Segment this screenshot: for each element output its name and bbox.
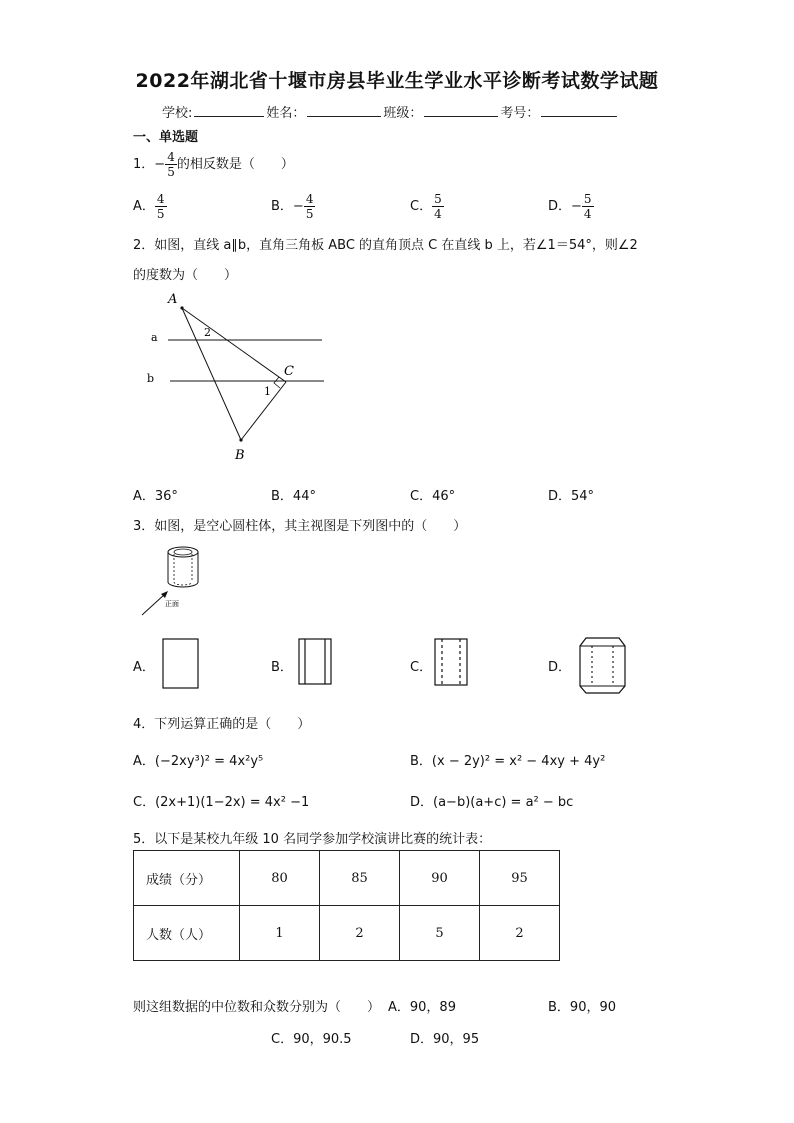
q1-option-b[interactable] <box>271 192 315 221</box>
point-a <box>180 306 183 309</box>
table-cell: 2 <box>320 906 400 961</box>
table-cell: 2 <box>480 906 560 961</box>
option-fraction <box>304 192 316 221</box>
label-a: A <box>168 292 178 307</box>
q3-hollow-cylinder-figure <box>135 542 215 620</box>
question-3: 3．如图，是空心圆柱体，其主视图是下列图中的（ ） <box>133 519 467 534</box>
school-label: 学校: <box>162 106 193 121</box>
option-denominator: 5 <box>156 207 165 221</box>
row-header-count: 人数（人） <box>134 906 240 961</box>
option-sign: − <box>292 199 304 214</box>
question-4: 4．下列运算正确的是（ ） <box>133 717 311 732</box>
q5-option-c[interactable]: C．90，90.5 <box>271 1032 352 1047</box>
q5-option-a[interactable]: A．90，89 <box>388 1000 456 1015</box>
question-5: 5．以下是某校九年级 10 名同学参加学校演讲比赛的统计表： <box>133 832 492 847</box>
point-b <box>239 438 242 441</box>
option-sign: − <box>571 199 582 214</box>
q1-option-d[interactable] <box>548 192 594 221</box>
q5-question-text: 则这组数据的中位数和众数分别为（ ） <box>133 1000 381 1015</box>
option-numerator: 5 <box>434 192 442 206</box>
option-label: B． <box>271 199 293 214</box>
label-b: B <box>235 448 245 463</box>
view-arrow-line <box>142 594 165 615</box>
section-heading: 一、单选题 <box>133 130 199 145</box>
q1-numerator: 4 <box>167 150 175 164</box>
q1-fraction <box>165 150 177 179</box>
row-header-score: 成绩（分） <box>134 851 240 906</box>
right-angle-mark <box>274 377 280 388</box>
q3-option-b-figure[interactable] <box>298 638 334 686</box>
table-cell: 90 <box>400 851 480 906</box>
number-blank[interactable] <box>541 103 617 117</box>
table-cell: 95 <box>480 851 560 906</box>
q4-option-c[interactable]: C．(2x+1)(1−2x) = 4x² −1 <box>133 795 310 810</box>
label-c: C <box>284 364 294 379</box>
segment-ac <box>182 308 286 382</box>
q1-option-a[interactable] <box>133 192 167 221</box>
q2-option-a[interactable]: A．36° <box>133 489 178 504</box>
segment-ab <box>182 308 241 440</box>
table-cell: 1 <box>240 906 320 961</box>
cylinder-bottom-arc <box>168 582 198 587</box>
name-label: 姓名： <box>266 106 306 121</box>
label-line-a: a <box>151 331 158 344</box>
name-blank[interactable] <box>307 103 381 117</box>
q3-option-a-label[interactable]: A． <box>133 660 155 675</box>
q2-option-c[interactable]: C．46° <box>410 489 456 504</box>
q2-option-b[interactable]: B．44° <box>271 489 316 504</box>
table-row <box>134 851 560 906</box>
option-fraction <box>582 192 594 221</box>
option-numerator: 5 <box>583 192 592 206</box>
q3-option-c-figure[interactable] <box>434 638 470 688</box>
q4-option-d[interactable]: D．(a−b)(a+c) = a² − bc <box>410 795 574 810</box>
question-1 <box>133 150 294 179</box>
q5-option-b[interactable]: B．90，90 <box>548 1000 617 1015</box>
page-title: 2022年湖北省十堰市房县毕业生学业水平诊断考试数学试题 <box>135 70 659 92</box>
label-angle-1: 1 <box>264 385 271 398</box>
q4-option-b[interactable]: B．(x − 2y)² = x² − 4xy + 4y² <box>410 754 606 769</box>
option-denominator: 5 <box>305 207 314 221</box>
q1-denominator: 5 <box>167 165 175 179</box>
table-cell: 80 <box>240 851 320 906</box>
cylinder-inner-bottom <box>174 582 192 585</box>
number-label: 考号： <box>500 106 540 121</box>
q3-option-d-figure[interactable] <box>578 634 628 696</box>
option-label: D． <box>548 199 572 214</box>
school-blank[interactable] <box>194 103 264 117</box>
q1-sign: − <box>154 157 166 172</box>
option-numerator: 4 <box>156 192 165 206</box>
table-cell: 85 <box>320 851 400 906</box>
q4-option-a[interactable]: A．(−2xy³)² = 4x²y⁵ <box>133 754 264 769</box>
q1-text: 的相反数是（ ） <box>176 157 294 172</box>
q3-option-d-label[interactable]: D． <box>548 660 572 675</box>
table-cell: 5 <box>400 906 480 961</box>
option-label: C． <box>410 199 433 214</box>
question-2-line-1: 2．如图，直线 a∥b，直角三角板 ABC 的直角顶点 C 在直线 b 上，若∠1＝54°，则∠2 <box>133 238 638 253</box>
q1-option-c[interactable] <box>410 192 444 221</box>
label-line-b: b <box>147 372 155 385</box>
student-info-line <box>162 102 619 121</box>
q2-option-d[interactable]: D．54° <box>548 489 595 504</box>
q1-number: 1． <box>133 157 155 172</box>
option-fraction <box>432 192 444 221</box>
option-numerator: 4 <box>305 192 314 206</box>
table-row <box>134 906 560 961</box>
q5-option-d[interactable]: D．90，95 <box>410 1032 480 1047</box>
cylinder-top-inner <box>174 549 192 555</box>
front-view-label: 正面 <box>165 600 179 608</box>
q3-option-c-label[interactable]: C． <box>410 660 433 675</box>
option-label: A． <box>133 199 155 214</box>
q3-option-a-figure[interactable] <box>162 638 200 690</box>
label-angle-2: 2 <box>204 326 211 339</box>
cylinder-top-outer <box>168 547 198 557</box>
q2-triangle-figure <box>140 288 340 468</box>
score-statistics-table <box>133 850 560 961</box>
option-denominator: 4 <box>434 207 442 221</box>
class-label: 班级： <box>383 106 423 121</box>
class-blank[interactable] <box>424 103 498 117</box>
option-fraction <box>155 192 167 221</box>
question-2-line-2: 的度数为（ ） <box>133 268 238 283</box>
q3-option-b-label[interactable]: B． <box>271 660 293 675</box>
option-denominator: 4 <box>583 207 592 221</box>
